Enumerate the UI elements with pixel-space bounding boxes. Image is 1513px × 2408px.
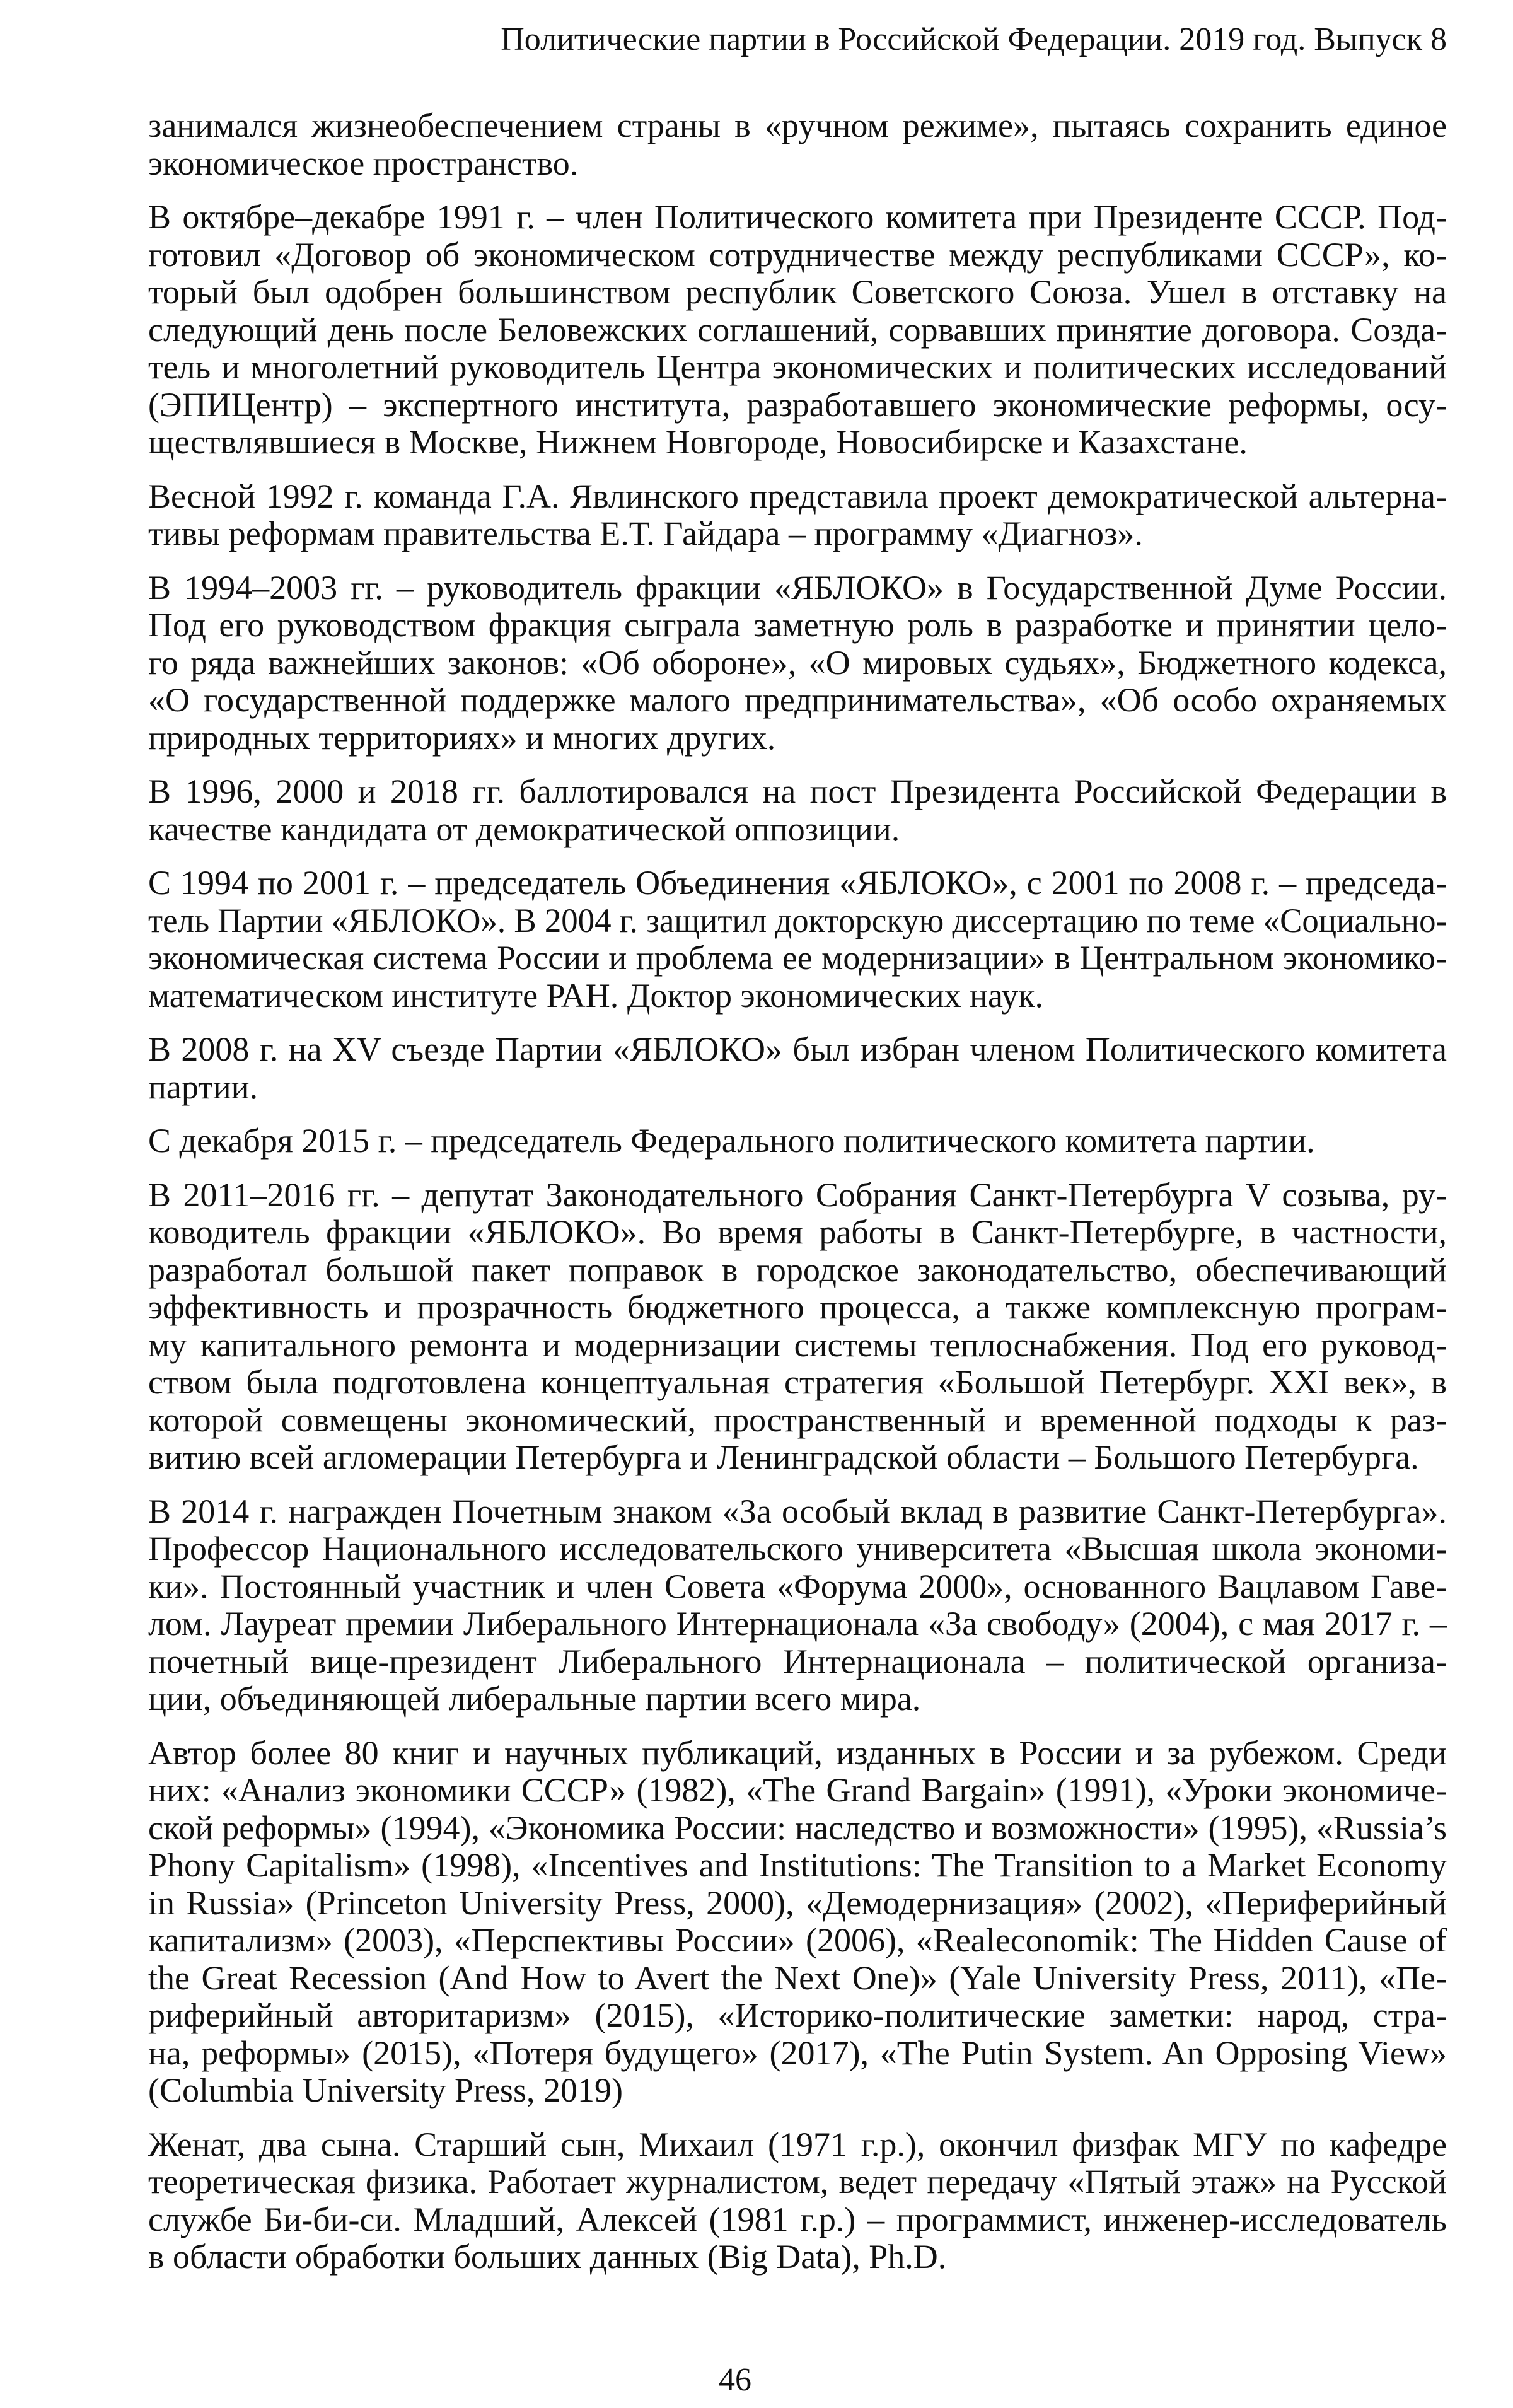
text-line: В 2014 г. награжден Почетным знаком «За особый вклад в развитие Санкт-Петербурга». [148,1492,1447,1530]
text-line: ки». Постоянный участник и член Совета «Форума 2000», основанного Вацлавом Гаве- [148,1567,1447,1605]
text-line: В 2008 г. на XV съезде Партии «ЯБЛОКО» был избран членом Политического комитета [148,1030,1447,1068]
text-line: математическом институте РАН. Доктор экономических наук. [148,976,1044,1015]
paragraph [148,569,1447,757]
text-line: ции, объединяющей либеральные партии всего мира. [148,1680,921,1718]
text-line: капитализм» (2003), «Перспективы России» (2006), «Realeconomik: The Hidden Cause of [148,1921,1447,1959]
text-line: ководитель фракции «ЯБЛОКО». Во время работы в Санкт-Петербурге, в частности, [148,1213,1447,1251]
text-line: С декабря 2015 г. – председатель Федерального политического комитета партии. [148,1122,1315,1160]
text-line: партии. [148,1067,258,1106]
text-line: (ЭПИЦентр) – экспертного института, разработавшего экономические реформы, осу- [148,385,1447,424]
text-line: the Great Recession (And How to Avert the Next One)» (Yale University Press, 2011), «Пе- [148,1958,1447,1997]
text-line: почетный вице-президент Либерального Интернационала – политической организа- [148,1642,1447,1680]
text-line: экономическая система России и проблема ее модернизации» в Центральном экономико- [148,939,1447,977]
running-header: Политические партии в Российской Федерации. 2019 год. Выпуск 8 [501,21,1447,57]
text-line: Автор более 80 книг и научных публикаций, изданных в России и за рубежом. Среди [148,1733,1447,1772]
text-line: которой совмещены экономический, пространственный и временной подходы к раз- [148,1400,1447,1439]
text-line: С 1994 по 2001 г. – председатель Объединения «ЯБЛОКО», с 2001 по 2008 г. – председа- [148,864,1447,902]
text-line: тивы реформам правительства Е.Т. Гайдара – программу «Диагноз». [148,515,1143,552]
text-line: Женат, два сына. Старший сын, Михаил (1971 г.р.), окончил физфак МГУ по кафедре [148,2125,1447,2163]
text-line: «О государственной поддержке малого предпринимательства», «Об особо охраняемых [148,681,1447,719]
paragraph [148,1031,1447,1106]
text-line: го ряда важнейших законов: «Об обороне», «О мировых судьях», Бюджетного кодекса, [148,643,1447,682]
text-line: В 1994–2003 гг. – руководитель фракции «ЯБЛОКО» в Государственной Думе России. [148,568,1447,607]
text-line: ской реформы» (1994), «Экономика России: наследство и возможности» (1995), «Russia’s [148,1808,1447,1847]
text-line: В 2011–2016 гг. – депутат Законодательного Собрания Санкт-Петербурга V созыва, ру- [148,1175,1447,1214]
text-line: лом. Лауреат премии Либерального Интернационала «За свободу» (2004), с мая 2017 г. – [148,1605,1447,1643]
text-line: (Columbia University Press, 2019) [148,2071,623,2109]
text-line: экономическое пространство. [148,144,579,182]
paragraph [148,864,1447,1015]
text-line: качестве кандидата от демократической оппозиции. [148,810,900,848]
text-line: эффективность и прозрачность бюджетного процесса, а также комплексную програм- [148,1288,1447,1326]
text-line: разработал большой пакет поправок в городское законодательство, обеспечивающий [148,1250,1447,1289]
text-line: Профессор Национального исследовательского университета «Высшая школа экономи- [148,1530,1447,1568]
text-line: ществлявшиеся в Москве, Нижнем Новгороде, Новосибирске и Казахстане. [148,423,1248,461]
paragraph [148,1493,1447,1718]
text-line: торый был одобрен большинством республик Советского Союза. Ушел в отставку на [148,273,1447,311]
text-line: В октябре–декабре 1991 г. – член Политического комитета при Президенте СССР. Под- [148,198,1447,236]
text-line: службе Би-би-си. Младший, Алексей (1981 г.р.) – программист, инженер-исследователь [148,2200,1447,2238]
text-line: на, реформы» (2015), «Потеря будущего» (2017), «The Putin System. An Opposing View» [148,2033,1447,2072]
page-body [148,107,1447,2293]
text-line: витию всей агломерации Петербурга и Ленинградской области – Большого Петербурга. [148,1438,1419,1476]
text-line: риферийный авторитаризм» (2015), «Историко-политические заметки: народ, стра- [148,1996,1447,2034]
paragraph [148,1735,1447,2110]
text-line: в области обработки больших данных (Big Data), Ph.D. [148,2238,947,2276]
text-line: них: «Анализ экономики СССР» (1982), «The Grand Bargain» (1991), «Уроки экономиче- [148,1771,1447,1809]
text-line: готовил «Договор об экономическом сотрудничестве между республиками СССР», ко- [148,235,1447,274]
text-line: занимался жизнеобеспечением страны в «ручном режиме», пытаясь сохранить единое [148,107,1447,144]
page-number: 46 [719,2362,751,2398]
text-line: В 1996, 2000 и 2018 гг. баллотировался на пост Президента Российской Федерации в [148,772,1447,810]
text-line: теоретическая физика. Работает журналистом, ведет передачу «Пятый этаж» на Русской [148,2163,1447,2201]
text-line: му капитального ремонта и модернизации системы теплоснабжения. Под его руковод- [148,1325,1447,1364]
paragraph [148,478,1447,553]
paragraph [148,1177,1447,1477]
paragraph [148,199,1447,462]
paragraph [148,1122,1447,1160]
text-line: Под его руководством фракция сыграла заметную роль в разработке и принятии цело- [148,606,1447,644]
paragraph [148,2126,1447,2276]
paragraph [148,107,1447,182]
text-line: следующий день после Беловежских соглашений, сорвавших принятие договора. Созда- [148,310,1447,349]
text-line: Весной 1992 г. команда Г.А. Явлинского представила проект демократической альтерна- [148,477,1447,515]
text-line: ством была подготовлена концептуальная стратегия «Большой Петербург. XXI век», в [148,1363,1447,1401]
text-line: тель и многолетний руководитель Центра экономических и политических исследований [148,348,1447,386]
text-line: Phony Capitalism» (1998), «Incentives and Institutions: The Transition to a Market Economy [148,1846,1447,1884]
text-line: природных территориях» и многих других. [148,718,776,757]
text-line: тель Партии «ЯБЛОКО». В 2004 г. защитил докторскую диссертацию по теме «Социально- [148,901,1447,939]
paragraph [148,773,1447,848]
text-line: in Russia» (Princeton University Press, 2000), «Демодернизация» (2002), «Периферийный [148,1883,1447,1922]
